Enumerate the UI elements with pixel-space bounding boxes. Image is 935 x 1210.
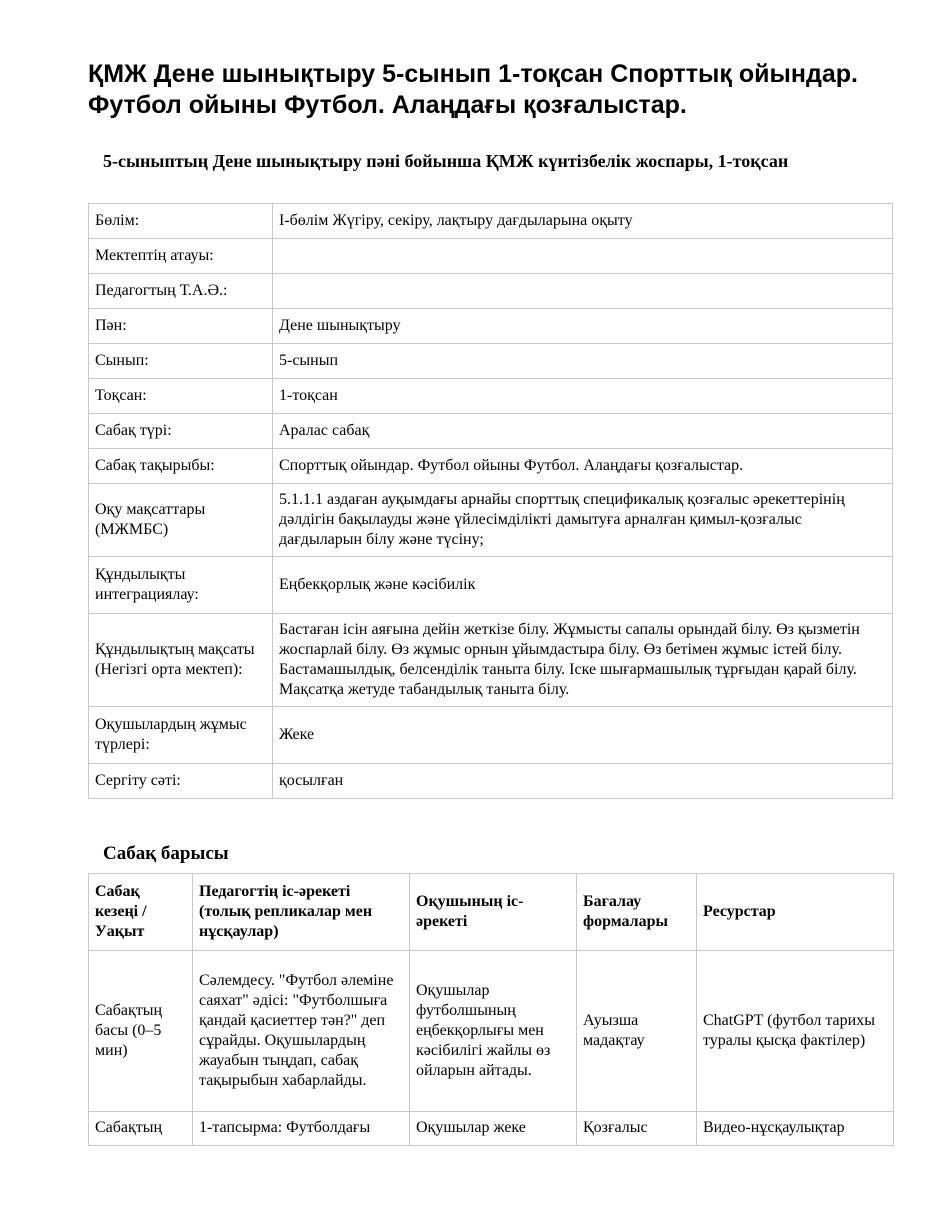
student-activity: Оқушылар футболшының еңбекқорлығы мен кәсібилігі жайлы өз ойларын айтады. xyxy=(410,951,577,1112)
column-header-assessment: Бағалау формалары xyxy=(577,874,697,951)
assessment-form: Ауызша мадақтау xyxy=(577,951,697,1112)
info-row xyxy=(89,274,893,309)
info-label: Тоқсан: xyxy=(89,379,273,414)
info-row xyxy=(89,764,893,799)
info-row xyxy=(89,449,893,484)
info-label: Сынып: xyxy=(89,344,273,379)
lesson-flow-table xyxy=(88,873,894,1146)
resources: ChatGPT (футбол тарихы туралы қысқа фактілер) xyxy=(697,951,894,1112)
info-label: Бөлім: xyxy=(89,204,273,239)
teacher-activity: 1-тапсырма: Футболдағы xyxy=(193,1112,410,1146)
lesson-flow-heading: Сабақ барысы xyxy=(103,843,229,864)
info-value: Жеке xyxy=(273,707,893,764)
assessment-form: Қозғалыс xyxy=(577,1112,697,1146)
info-label: Оқушылардың жұмыс түрлері: xyxy=(89,707,273,764)
info-row xyxy=(89,557,893,614)
column-header-student-activity: Оқушының іс-әрекеті xyxy=(410,874,577,951)
info-label: Мектептің атауы: xyxy=(89,239,273,274)
info-row xyxy=(89,204,893,239)
resources: Видео-нұсқаулықтар xyxy=(697,1112,894,1146)
column-header-teacher-activity: Педагогтің іс-әрекеті (толық репликалар мен нұсқаулар) xyxy=(193,874,410,951)
info-value xyxy=(273,274,893,309)
info-label: Сергіту сәті: xyxy=(89,764,273,799)
column-header-stage: Сабақ кезеңі / Уақыт xyxy=(89,874,193,951)
plan-subtitle: 5-сыныптың Дене шынықтыру пәні бойынша ҚМЖ күнтізбелік жоспары, 1-тоқсан xyxy=(103,151,789,171)
info-row xyxy=(89,707,893,764)
info-value: Бастаған ісін аяғына дейін жеткізе білу. Жұмысты сапалы орындай білу. Өз қызметін жоспарлай білу. Өз жұмыс орнын ұйымдастыра білу. Өз бетімен жұмыс істей білу. Бастамашылдық, белсенділік таныта білу. Іске шығармашылық тұрғыдан қарай білу. Мақсатқа жетуде табандылық таныта білу. xyxy=(273,614,893,707)
info-value: 1-тоқсан xyxy=(273,379,893,414)
info-value: 5.1.1.1 аздаған ауқымдағы арнайы спорттық спецификалық қозғалыс әрекеттерінің дәлдігін бақылауды және үйлесімділікті дамытуға арналған қимыл-қозғалыс дағдыларын білу және түсіну; xyxy=(273,484,893,557)
info-value: Аралас сабақ xyxy=(273,414,893,449)
info-value xyxy=(273,239,893,274)
info-row xyxy=(89,344,893,379)
info-row xyxy=(89,414,893,449)
info-label: Құндылықты интеграциялау: xyxy=(89,557,273,614)
table-row xyxy=(89,951,894,1112)
info-row xyxy=(89,484,893,557)
column-header-resources: Ресурстар xyxy=(697,874,894,951)
info-value: I-бөлім Жүгіру, секіру, лақтыру дағдыларына оқыту xyxy=(273,204,893,239)
lesson-stage: Сабақтың xyxy=(89,1112,193,1146)
info-value: қосылған xyxy=(273,764,893,799)
document-title: ҚМЖ Дене шынықтыру 5-сынып 1-тоқсан Спорттық ойындар. Футбол ойыны Футбол. Алаңдағы қозғалыстар. xyxy=(88,60,858,119)
lesson-stage: Сабақтың басы (0–5 мин) xyxy=(89,951,193,1112)
info-label: Сабақ түрі: xyxy=(89,414,273,449)
info-row xyxy=(89,379,893,414)
table-row xyxy=(89,1112,894,1146)
info-label: Сабақ тақырыбы: xyxy=(89,449,273,484)
info-label: Пән: xyxy=(89,309,273,344)
info-value: Спорттық ойындар. Футбол ойыны Футбол. Алаңдағы қозғалыстар. xyxy=(273,449,893,484)
info-row xyxy=(89,614,893,707)
lesson-info-table xyxy=(88,203,893,799)
student-activity: Оқушылар жеке xyxy=(410,1112,577,1146)
table-header-row xyxy=(89,874,894,951)
info-label: Педагогтың Т.А.Ә.: xyxy=(89,274,273,309)
info-label: Құндылықтың мақсаты (Негізгі орта мектеп): xyxy=(89,614,273,707)
info-value: Еңбекқорлық және кәсібилік xyxy=(273,557,893,614)
info-row xyxy=(89,239,893,274)
teacher-activity: Сәлемдесу. "Футбол әлеміне саяхат" әдісі: "Футболшыға қандай қасиеттер тән?" деп сұрайды. Оқушылардың жауабын тыңдап, сабақ тақырыбын хабарлайды. xyxy=(193,951,410,1112)
info-row xyxy=(89,309,893,344)
info-value: Дене шынықтыру xyxy=(273,309,893,344)
info-value: 5-сынып xyxy=(273,344,893,379)
info-label: Оқу мақсаттары (МЖМБС) xyxy=(89,484,273,557)
